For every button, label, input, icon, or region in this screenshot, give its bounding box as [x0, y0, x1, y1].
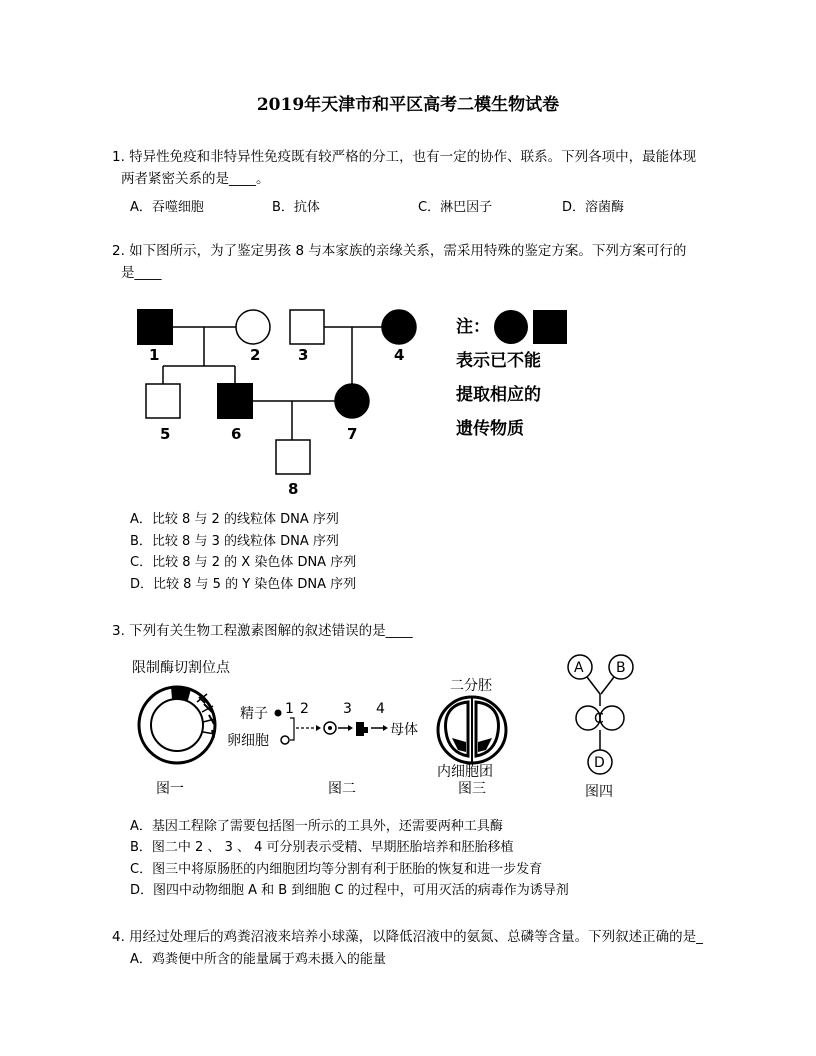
fig3-caption: 图三: [458, 781, 486, 797]
fig2-mother-label: 母体: [390, 722, 418, 738]
restriction-site-mark: [171, 687, 191, 700]
question-1-option-d[interactable]: D．溶菌酶: [562, 200, 625, 215]
cell-a-label: A: [574, 660, 584, 676]
fig2-num-4: 4: [376, 701, 385, 717]
fig2-sperm-label: 精子: [240, 706, 268, 722]
pedigree-label-1: 1: [149, 346, 160, 364]
note-line-2: 表示已不能: [456, 351, 541, 371]
sperm-icon: [275, 710, 282, 717]
question-4-option-a[interactable]: A．鸡粪便中所含的能量属于鸡未摄入的能量: [130, 952, 386, 967]
fig4-caption: 图四: [585, 784, 613, 800]
fig1-top-label: 限制酶切割位点: [132, 660, 230, 676]
fig2-egg-label: 卵细胞: [227, 733, 269, 749]
pedigree-label-4: 4: [394, 346, 405, 364]
pedigree-label-2: 2: [250, 346, 261, 364]
note-line-1: 注：: [456, 317, 490, 337]
question-3-option-a[interactable]: A．基因工程除了需要包括图一所示的工具外，还需要两种工具酶: [130, 819, 503, 834]
embryo-icon: [356, 722, 368, 736]
fig1-caption: 图一: [156, 781, 184, 797]
question-2-stem-line-1: 2. 如下图所示，为了鉴定男孩 8 与本家族的亲缘关系，需采用特殊的鉴定方案。下列方案可行的: [112, 243, 687, 259]
cell-c-label: C: [594, 711, 604, 727]
egg-icon: [281, 736, 289, 744]
fig2-arrowhead-1: [316, 725, 321, 731]
plasmid-inner-ring: [151, 699, 203, 751]
question-2-stem-line-2: 是____: [121, 265, 162, 281]
fig2-arrowhead-2: [348, 725, 353, 731]
question-3-option-c[interactable]: C．图三中将原肠胚的内细胞团均等分割有利于胚胎的恢复和进一步发育: [130, 862, 543, 877]
note-line-4: 遗传物质: [456, 419, 524, 439]
note-line-3: 提取相应的: [456, 385, 541, 405]
pedigree-label-3: 3: [298, 346, 309, 364]
pedigree-label-6: 6: [231, 425, 242, 443]
question-1-option-c[interactable]: C．淋巴因子: [418, 200, 493, 215]
fig2-arrowhead-3: [383, 725, 388, 731]
fig2-caption: 图二: [328, 781, 356, 797]
zygote-nucleus: [328, 726, 332, 730]
question-1-stem-line-2: 两者紧密关系的是____。: [121, 171, 270, 187]
question-4-stem: 4. 用经过处理后的鸡粪沼液来培养小球藻，以降低沼液中的氨氮、总磷等含量。下列叙述正确的是_: [112, 929, 703, 945]
pedigree-label-8: 8: [288, 480, 299, 498]
cell-d-label: D: [594, 755, 605, 771]
pedigree-label-5: 5: [160, 425, 171, 443]
question-1-stem-line-1: 1. 特异性免疫和非特异性免疫既有较严格的分工，也有一定的协作、联系。下列各项中，最能体现: [112, 149, 697, 165]
fig3-top-label: 二分胚: [450, 678, 492, 694]
exam-title: 2019年天津市和平区高考二模生物试卷: [256, 95, 560, 115]
cell-b-label: B: [616, 660, 626, 676]
fusion-line-b: [601, 677, 614, 694]
fusion-line-a: [587, 677, 600, 694]
question-3-option-d[interactable]: D．图四中动物细胞 A 和 B 到细胞 C 的过程中，可用灭活的病毒作为诱导剂: [130, 883, 569, 898]
fig3-bottom-label: 内细胞团: [437, 764, 493, 780]
fig2-num-3: 3: [343, 701, 352, 717]
pedigree-label-7: 7: [347, 425, 358, 443]
question-2-option-b[interactable]: B．比较 8 与 3 的线粒体 DNA 序列: [130, 534, 339, 549]
question-3-option-b[interactable]: B．图二中 2 、 3 、 4 可分别表示受精、早期胚胎培养和胚胎移植: [130, 840, 514, 855]
fig2-num-2: 2: [300, 701, 309, 717]
question-2-option-a[interactable]: A．比较 8 与 2 的线粒体 DNA 序列: [130, 512, 339, 527]
question-3-stem: 3. 下列有关生物工程激素图解的叙述错误的是____: [112, 623, 413, 639]
fusion-bracket: [290, 718, 294, 740]
question-1-option-a[interactable]: A．吞噬细胞: [130, 200, 204, 215]
question-1-option-b[interactable]: B．抗体: [272, 200, 320, 215]
fig2-num-1: 1: [285, 701, 294, 717]
question-2-option-d[interactable]: D．比较 8 与 5 的 Y 染色体 DNA 序列: [130, 577, 357, 592]
question-2-option-c[interactable]: C．比较 8 与 2 的 X 染色体 DNA 序列: [130, 555, 357, 570]
